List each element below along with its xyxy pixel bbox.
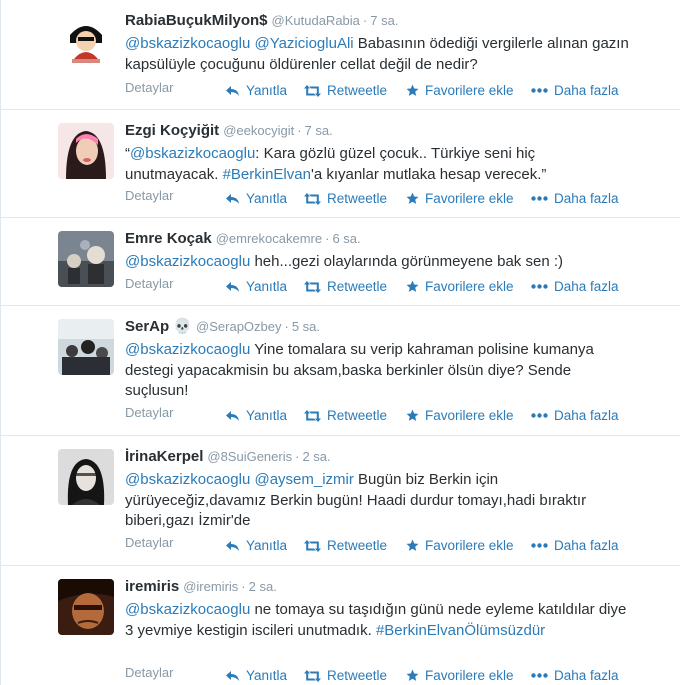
tweet-header [125,447,331,466]
more-button[interactable] [531,408,619,423]
tweet-text-segment: Yine tomalara su verip kahraman polisine kumanya destegi yapacakmisin bu aksam,baska berkinler ölsün diye? Sende suçlusun! [125,341,594,399]
more-button[interactable] [531,279,619,294]
timestamp[interactable]: 2 sa. [302,449,331,464]
details-link[interactable]: Detaylar [125,535,174,550]
star-icon [406,409,419,422]
separator-dot: · [241,579,246,594]
tweet-link[interactable]: #BerkinElvan [222,165,311,183]
reply-button[interactable] [226,83,287,98]
more-button-label: Daha fazla [554,668,619,683]
username[interactable]: @eekocyigit [223,123,295,138]
tweet-text [125,144,631,185]
more-dots-icon [531,413,548,418]
retweet-icon [304,540,321,552]
timestamp[interactable]: 7 sa. [304,123,333,138]
tweet-text [125,340,631,402]
reply-button[interactable] [226,191,287,206]
avatar[interactable] [58,231,114,287]
fullname[interactable]: İrinaKerpel [125,448,204,465]
favorite-button-label: Favorilere ekle [425,83,514,98]
timestamp[interactable]: 7 sa. [370,13,399,28]
tweet-link[interactable]: @bskazizkocaoglu [125,471,251,488]
more-button[interactable] [531,83,619,98]
favorite-button[interactable] [406,408,514,423]
tweet-text-segment: : Kara gözlü güzel çocuk.. Türkiye seni hiç unutmayacak. [125,145,536,183]
tweet-header [125,317,320,336]
avatar[interactable] [58,449,114,505]
details-link[interactable]: Detaylar [125,405,174,420]
retweet-icon [304,670,321,682]
tweet-link[interactable]: @aysem_izmir [254,471,354,488]
details-link[interactable]: Detaylar [125,80,174,95]
more-dots-icon [531,284,548,289]
retweet-button[interactable] [304,538,387,553]
reply-button-label: Yanıtla [246,279,288,294]
reply-arrow-icon [226,540,240,552]
favorite-button[interactable] [406,279,514,294]
retweet-button[interactable] [304,191,387,206]
more-button-label: Daha fazla [554,191,619,206]
tweet-header [125,11,398,30]
star-icon [406,280,419,293]
tweet-text-segment: heh...gezi olaylarında görünmeyene bak sen :) [250,253,563,270]
retweet-button-label: Retweetle [327,408,388,423]
star-icon [406,192,419,205]
username[interactable]: @KutudaRabia [271,13,360,28]
tweet-link[interactable]: @YaziciogluAli [254,35,354,52]
reply-arrow-icon [226,410,240,422]
favorite-button[interactable] [406,191,514,206]
avatar[interactable] [58,123,114,179]
tweet-text-segment: ne tomaya su taşıdığın günü nede eyleme katıldılar diye 3 yevmiye kestigin iscileri unutmadık. [125,601,627,639]
tweet-header [125,229,361,248]
more-button-label: Daha fazla [554,279,619,294]
tweet-item[interactable] [1,110,680,218]
tweet-text [125,600,631,641]
retweet-button[interactable] [304,408,387,423]
more-button[interactable] [531,191,619,206]
fullname[interactable]: RabiaBuçukMilyon$ [125,12,268,29]
username[interactable]: @8SuiGeneris [207,449,293,464]
retweet-button-label: Retweetle [327,668,388,683]
retweet-button[interactable] [304,668,387,683]
more-dots-icon [531,673,548,678]
fullname[interactable]: iremiris [125,578,180,595]
retweet-button-label: Retweetle [327,279,388,294]
favorite-button-label: Favorilere ekle [425,191,514,206]
username[interactable]: @SerapOzbey [196,319,282,334]
tweet-link[interactable]: @bskazizkocaoglu [125,601,251,618]
details-link[interactable]: Detaylar [125,188,174,203]
star-icon [406,539,419,552]
tweet-item[interactable] [1,306,680,436]
more-button-label: Daha fazla [554,408,619,423]
reply-arrow-icon [226,85,240,97]
more-button[interactable] [531,538,619,553]
tweet-text [125,470,631,532]
more-button-label: Daha fazla [554,538,619,553]
tweet-link[interactable]: @bskazizkocaoglu [125,35,251,52]
avatar[interactable] [58,579,114,635]
star-icon [406,669,419,682]
favorite-button-label: Favorilere ekle [425,668,514,683]
tweet-text-segment: “ [125,145,130,162]
separator-dot: · [284,319,289,334]
retweet-icon [304,193,321,205]
tweet-header [125,577,277,596]
retweet-button-label: Retweetle [327,191,388,206]
tweet-link[interactable]: @bskazizkocaoglu [130,145,256,162]
tweet-link[interactable]: #BerkinElvanÖlümsüzdür [375,621,546,639]
more-button-label: Daha fazla [554,83,619,98]
tweet-header [125,121,333,140]
favorite-button-label: Favorilere ekle [425,279,514,294]
retweet-icon [304,281,321,293]
reply-button-label: Yanıtla [246,83,288,98]
tweet-text [125,34,631,75]
timestamp[interactable]: 2 sa. [248,579,277,594]
username[interactable]: @iremiris [183,579,239,594]
retweet-button[interactable] [304,83,387,98]
star-icon [406,84,419,97]
reply-arrow-icon [226,670,240,682]
tweet-text [125,252,631,273]
tweet-item[interactable] [1,0,680,110]
tweet-item[interactable] [1,436,680,566]
avatar[interactable] [58,13,114,69]
fullname[interactable]: SerAp 💀 [125,318,193,335]
tweet-text-segment: 'a kıyanlar mutlaka hesap verecek.” [310,165,547,183]
retweet-button-label: Retweetle [327,83,388,98]
reply-arrow-icon [226,193,240,205]
favorite-button[interactable] [406,83,514,98]
fullname[interactable]: Ezgi Koçyiğit [125,122,220,139]
favorite-button-label: Favorilere ekle [425,408,514,423]
details-link[interactable]: Detaylar [125,276,174,291]
username[interactable]: @emrekocakemre [215,231,323,246]
timestamp[interactable]: 5 sa. [291,319,321,334]
separator-dot: · [297,123,302,138]
reply-button[interactable] [226,668,287,683]
more-dots-icon [531,88,548,93]
retweet-button-label: Retweetle [327,538,388,553]
reply-button-label: Yanıtla [246,408,288,423]
fullname[interactable]: Emre Koçak [125,230,212,247]
tweet-link[interactable]: @bskazizkocaoglu [125,341,251,358]
details-link[interactable]: Detaylar [125,665,174,680]
retweet-icon [304,410,321,422]
tweet-text-segment: Bugün biz Berkin için yürüyeceğiz,davamız Berkin bugün! Haadi durdur tomayı,hadi bıraktır biberi,gazı İzmir'de [125,471,587,529]
favorite-button[interactable] [406,668,514,683]
retweet-icon [304,85,321,97]
reply-arrow-icon [226,281,240,293]
separator-dot: · [295,449,300,464]
reply-button-label: Yanıtla [246,538,288,553]
more-button[interactable] [531,668,619,683]
tweet-item[interactable] [1,218,680,306]
separator-dot: · [325,231,330,246]
avatar[interactable] [58,319,114,375]
reply-button[interactable] [226,408,287,423]
reply-button[interactable] [226,538,287,553]
tweet-item[interactable] [1,566,680,685]
separator-dot: · [362,13,368,28]
reply-button-label: Yanıtla [246,191,288,206]
timestamp[interactable]: 6 sa. [332,231,361,246]
retweet-button[interactable] [304,279,387,294]
more-dots-icon [531,543,548,548]
favorite-button-label: Favorilere ekle [425,538,514,553]
favorite-button[interactable] [406,538,514,553]
tweet-link[interactable]: @bskazizkocaoglu [125,253,251,270]
tweet-text-segment: Babasının ödediği vergilerle alınan gazın kapsülüyle çocuğunu öldürenler cellat değil de nedir? [125,35,629,73]
reply-button-label: Yanıtla [246,668,288,683]
reply-button[interactable] [226,279,287,294]
more-dots-icon [531,196,548,201]
